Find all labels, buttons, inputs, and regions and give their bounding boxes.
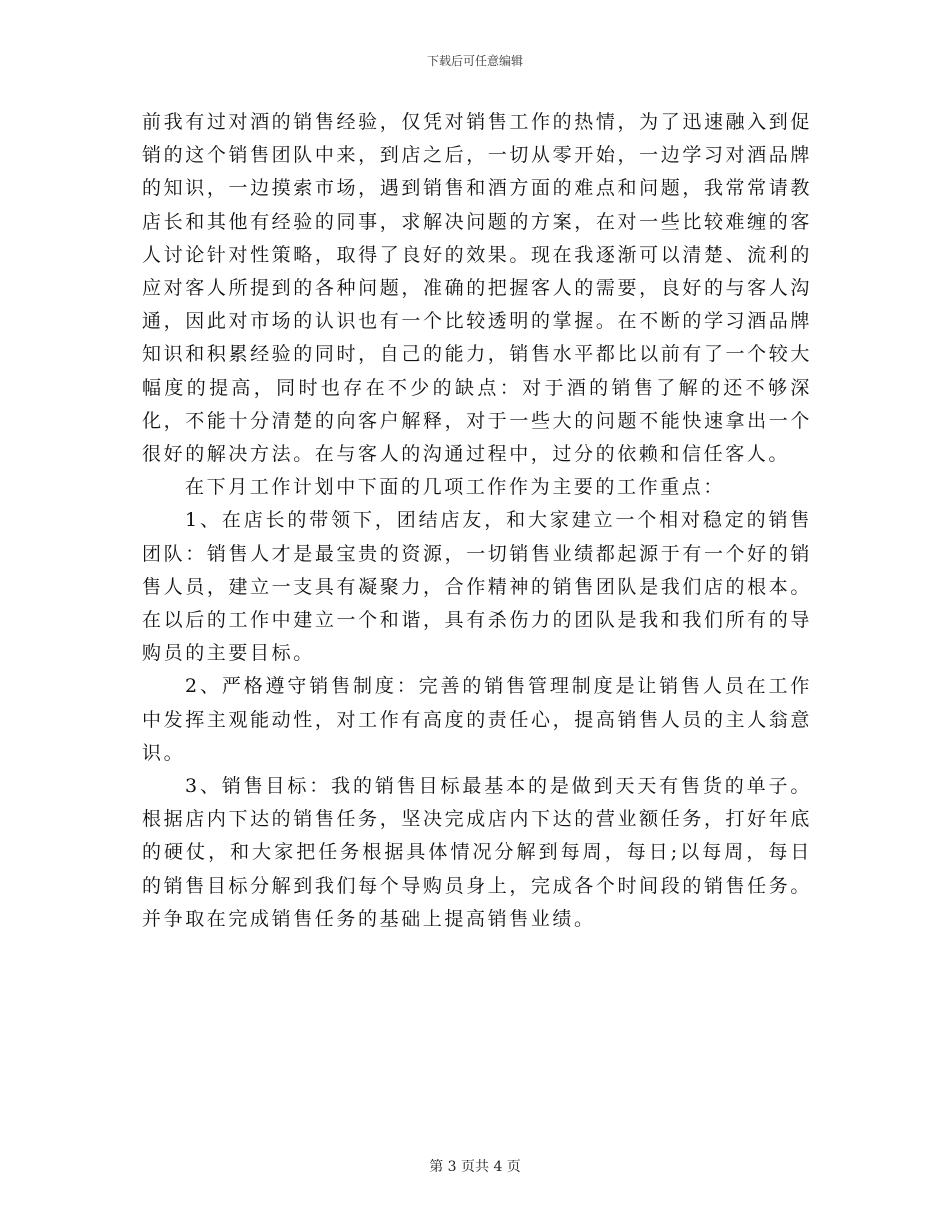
paragraph-item-1: 1、在店长的带领下，团结店友，和大家建立一个相对稳定的销售团队：销售人才是最宝贵的资源，一切销售业绩都起源于有一个好的销售人员，建立一支具有凝聚力，合作精神的销售团队是我们店的根本。在以后的工作中建立一个和谐，具有杀伤力的团队是我和我们所有的导购员的主要目标。 [142, 509, 812, 665]
paragraph-item-2: 2、严格遵守销售制度：完善的销售管理制度是让销售人员在工作中发挥主观能动性，对工作有高度的责任心，提高销售人员的主人翁意识。 [142, 675, 812, 764]
document-body [142, 106, 812, 936]
paragraph-plan-intro: 在下月工作计划中下面的几项工作作为主要的工作重点： [185, 476, 726, 499]
page-header: 下载后可任意编辑 [426, 54, 523, 68]
page-number: 第 3 页共 4 页 [429, 1159, 521, 1175]
paragraph-item-3: 3、销售目标：我的销售目标最基本的是做到天天有售货的单子。根据店内下达的销售任务，坚决完成店内下达的营业额任务，打好年底的硬仗，和大家把任务根据具体情况分解到每周，每日;以每周，每日的销售目标分解到我们每个导购员身上，完成各个时间段的销售任务。并争取在完成销售任务的基础上提高销售业绩。 [142, 775, 812, 930]
paragraph-continuation: 前我有过对酒的销售经验，仅凭对销售工作的热情，为了迅速融入到促销的这个销售团队中来，到店之后，一切从零开始，一边学习对酒品牌的知识，一边摸索市场，遇到销售和酒方面的难点和问题，我常常请教店长和其他有经验的同事，求解决问题的方案，在对一些比较难缠的客人讨论针对性策略，取得了良好的效果。现在我逐渐可以清楚、流利的应对客人所提到的各种问题，准确的把握客人的需要，良好的与客人沟通，因此对市场的认识也有一个比较透明的掌握。在不断的学习酒品牌知识和积累经验的同时，自己的能力，销售水平都比以前有了一个较大幅度的提高，同时也存在不少的缺点：对于酒的销售了解的还不够深化，不能十分清楚的向客户解释，对于一些大的问题不能快速拿出一个很好的解决方法。在与客人的沟通过程中，过分的依赖和信任客人。 [142, 111, 812, 466]
